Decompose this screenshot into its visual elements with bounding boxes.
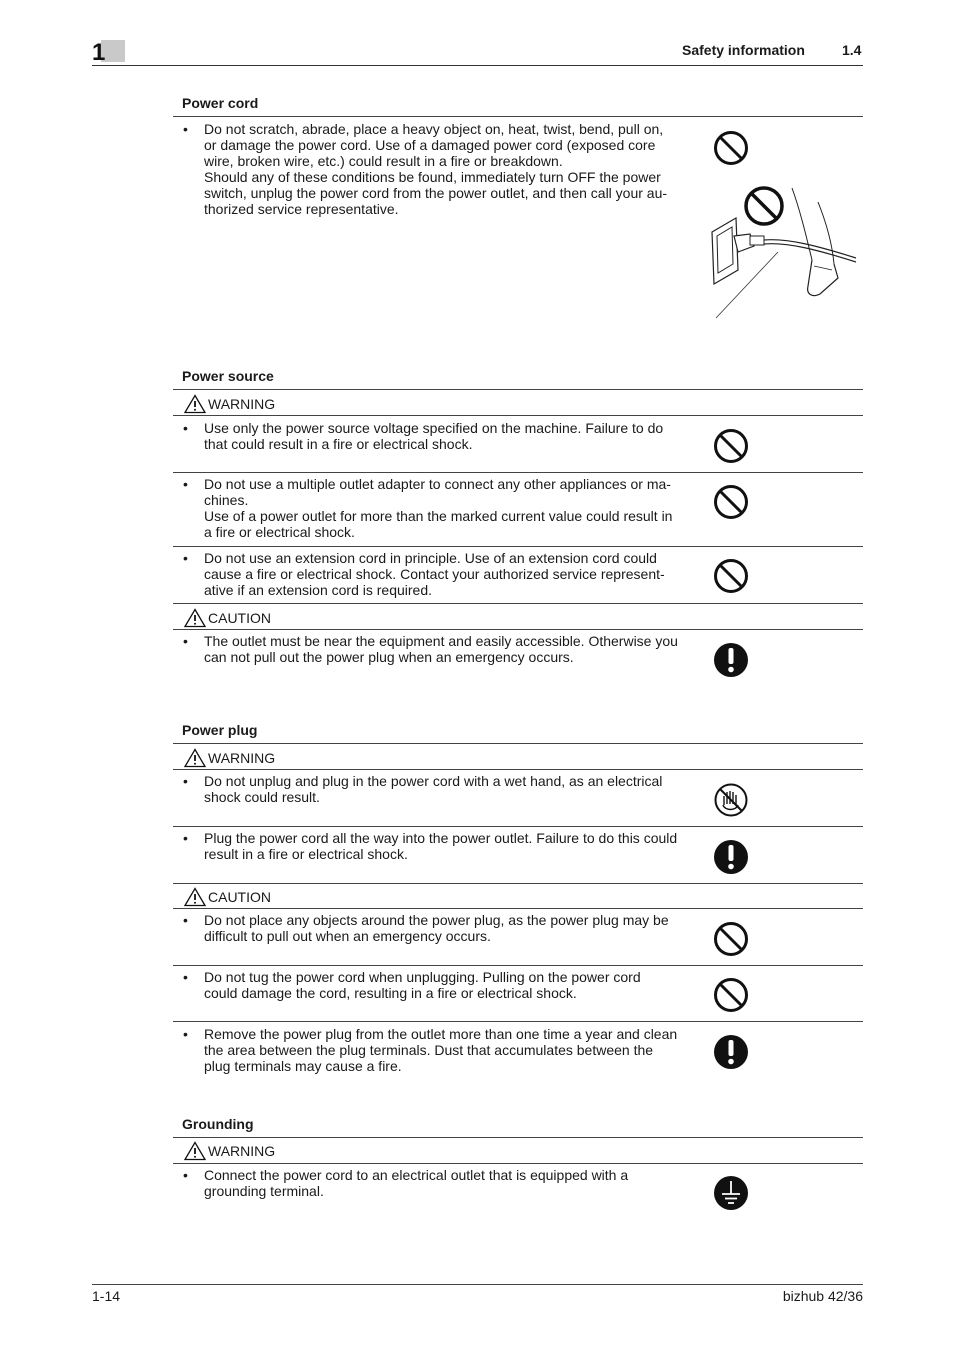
bullet: • [183,1026,188,1042]
safety-item-text: Do not tug the power cord when unplugging. Pulling on the power cord could damage the cord, resulting in a fire or electrical shock. [204,969,641,1001]
row-rule [173,965,863,966]
safety-item-text: Do not use an extension cord in principle. Use of an extension cord could cause a fire or electrical shock. Contact your authorized service represent- ative if an extension cord is required. [204,550,665,598]
prohibition-icon [712,427,750,465]
row-rule [173,603,863,604]
row-rule [173,826,863,827]
safety-item-text: Remove the power plug from the outlet more than one time a year and clean the area between the plug terminals. Dust that accumulates between the plug terminals may cause a fire. [204,1026,678,1074]
warning-heading [184,394,275,416]
row-rule [173,908,863,909]
bullet: • [183,969,188,985]
section-rule [173,389,863,390]
row-rule [173,1021,863,1022]
warning-triangle-icon [184,748,206,768]
caution-heading [184,608,271,630]
chapter-number-tab [92,39,125,66]
row-rule [173,883,863,884]
warning-triangle-icon [184,394,206,414]
header-rule [92,65,863,66]
bullet: • [183,420,188,436]
row-rule [173,472,863,473]
safety-item-text: Connect the power cord to an electrical outlet that is equipped with a grounding terminal. [204,1167,629,1199]
row-rule [173,415,863,416]
no-wet-hands-icon [712,781,750,819]
safety-item-text: Do not use a multiple outlet adapter to connect any other appliances or ma- chines. Use of a power outlet for more than the marked current value could result in a fire or electrical shock. [204,476,673,540]
caution-heading [184,887,271,909]
section-title-grounding: Grounding [182,1116,254,1132]
bullet: • [183,550,188,566]
row-rule [173,1163,863,1164]
prohibition-icon [712,920,750,958]
safety-item-text: Do not scratch, abrade, place a heavy object on, heat, twist, bend, pull on, or damage the power cord. Use of a damaged power cord (exposed core wire, broken wire, etc.) could result in a fire or breakdown. Should any of these conditions be found, immediately turn OFF the power switch, unplug the power cord from the power outlet, and then call your au- thorized service representative. [204,121,668,217]
row-rule [173,546,863,547]
ground-icon [712,1174,750,1212]
section-title-power-plug: Power plug [182,722,258,738]
bullet: • [183,121,188,137]
header-title: Safety information [682,42,805,58]
safety-item-text: Plug the power cord all the way into the power outlet. Failure to do this could result in a fire or electrical shock. [204,830,678,862]
section-rule [173,116,863,117]
bullet: • [183,476,188,492]
footer-rule [92,1284,863,1285]
prohibition-icon [712,976,750,1014]
mandatory-icon [712,838,750,876]
warning-label: WARNING [208,1143,276,1159]
row-rule [173,769,863,770]
section-rule [173,1137,863,1138]
section-rule [173,743,863,744]
prohibition-icon [712,557,750,595]
warning-heading [184,1141,275,1163]
bullet: • [183,912,188,928]
warning-label: WARNING [208,750,276,766]
warning-heading [184,748,275,770]
caution-label: CAUTION [208,610,271,626]
mandatory-icon [712,1033,750,1071]
mandatory-icon [712,641,750,679]
prohibition-icon [712,129,750,167]
bullet: • [183,1167,188,1183]
caution-label: CAUTION [208,889,271,905]
prohibition-icon [712,483,750,521]
row-rule [173,629,863,630]
section-title-power-source: Power source [182,368,274,384]
product-name: bizhub 42/36 [782,1288,863,1304]
bullet: • [183,633,188,649]
safety-item-text: Do not unplug and plug in the power cord with a wet hand, as an electrical shock could result. [204,773,663,805]
header-section-number: 1.4 [842,42,862,58]
chapter-number: 1 [92,39,106,66]
bullet: • [183,830,188,846]
safety-item-text: Use only the power source voltage specified on the machine. Failure to do that could result in a fire or electrical shock. [204,420,664,452]
safety-item-text: Do not place any objects around the power plug, as the power plug may be difficult to pull out when an emergency occurs. [204,912,669,944]
warning-triangle-icon [184,608,206,628]
power-cord-illustration [708,180,858,320]
warning-triangle-icon [184,1141,206,1161]
bullet: • [183,773,188,789]
safety-item-text: The outlet must be near the equipment and easily accessible. Otherwise you can not pull out the power plug when an emergency occurs. [204,633,678,665]
warning-triangle-icon [184,887,206,907]
section-title-power-cord: Power cord [182,95,259,111]
warning-label: WARNING [208,396,276,412]
page-number: 1-14 [92,1288,121,1304]
